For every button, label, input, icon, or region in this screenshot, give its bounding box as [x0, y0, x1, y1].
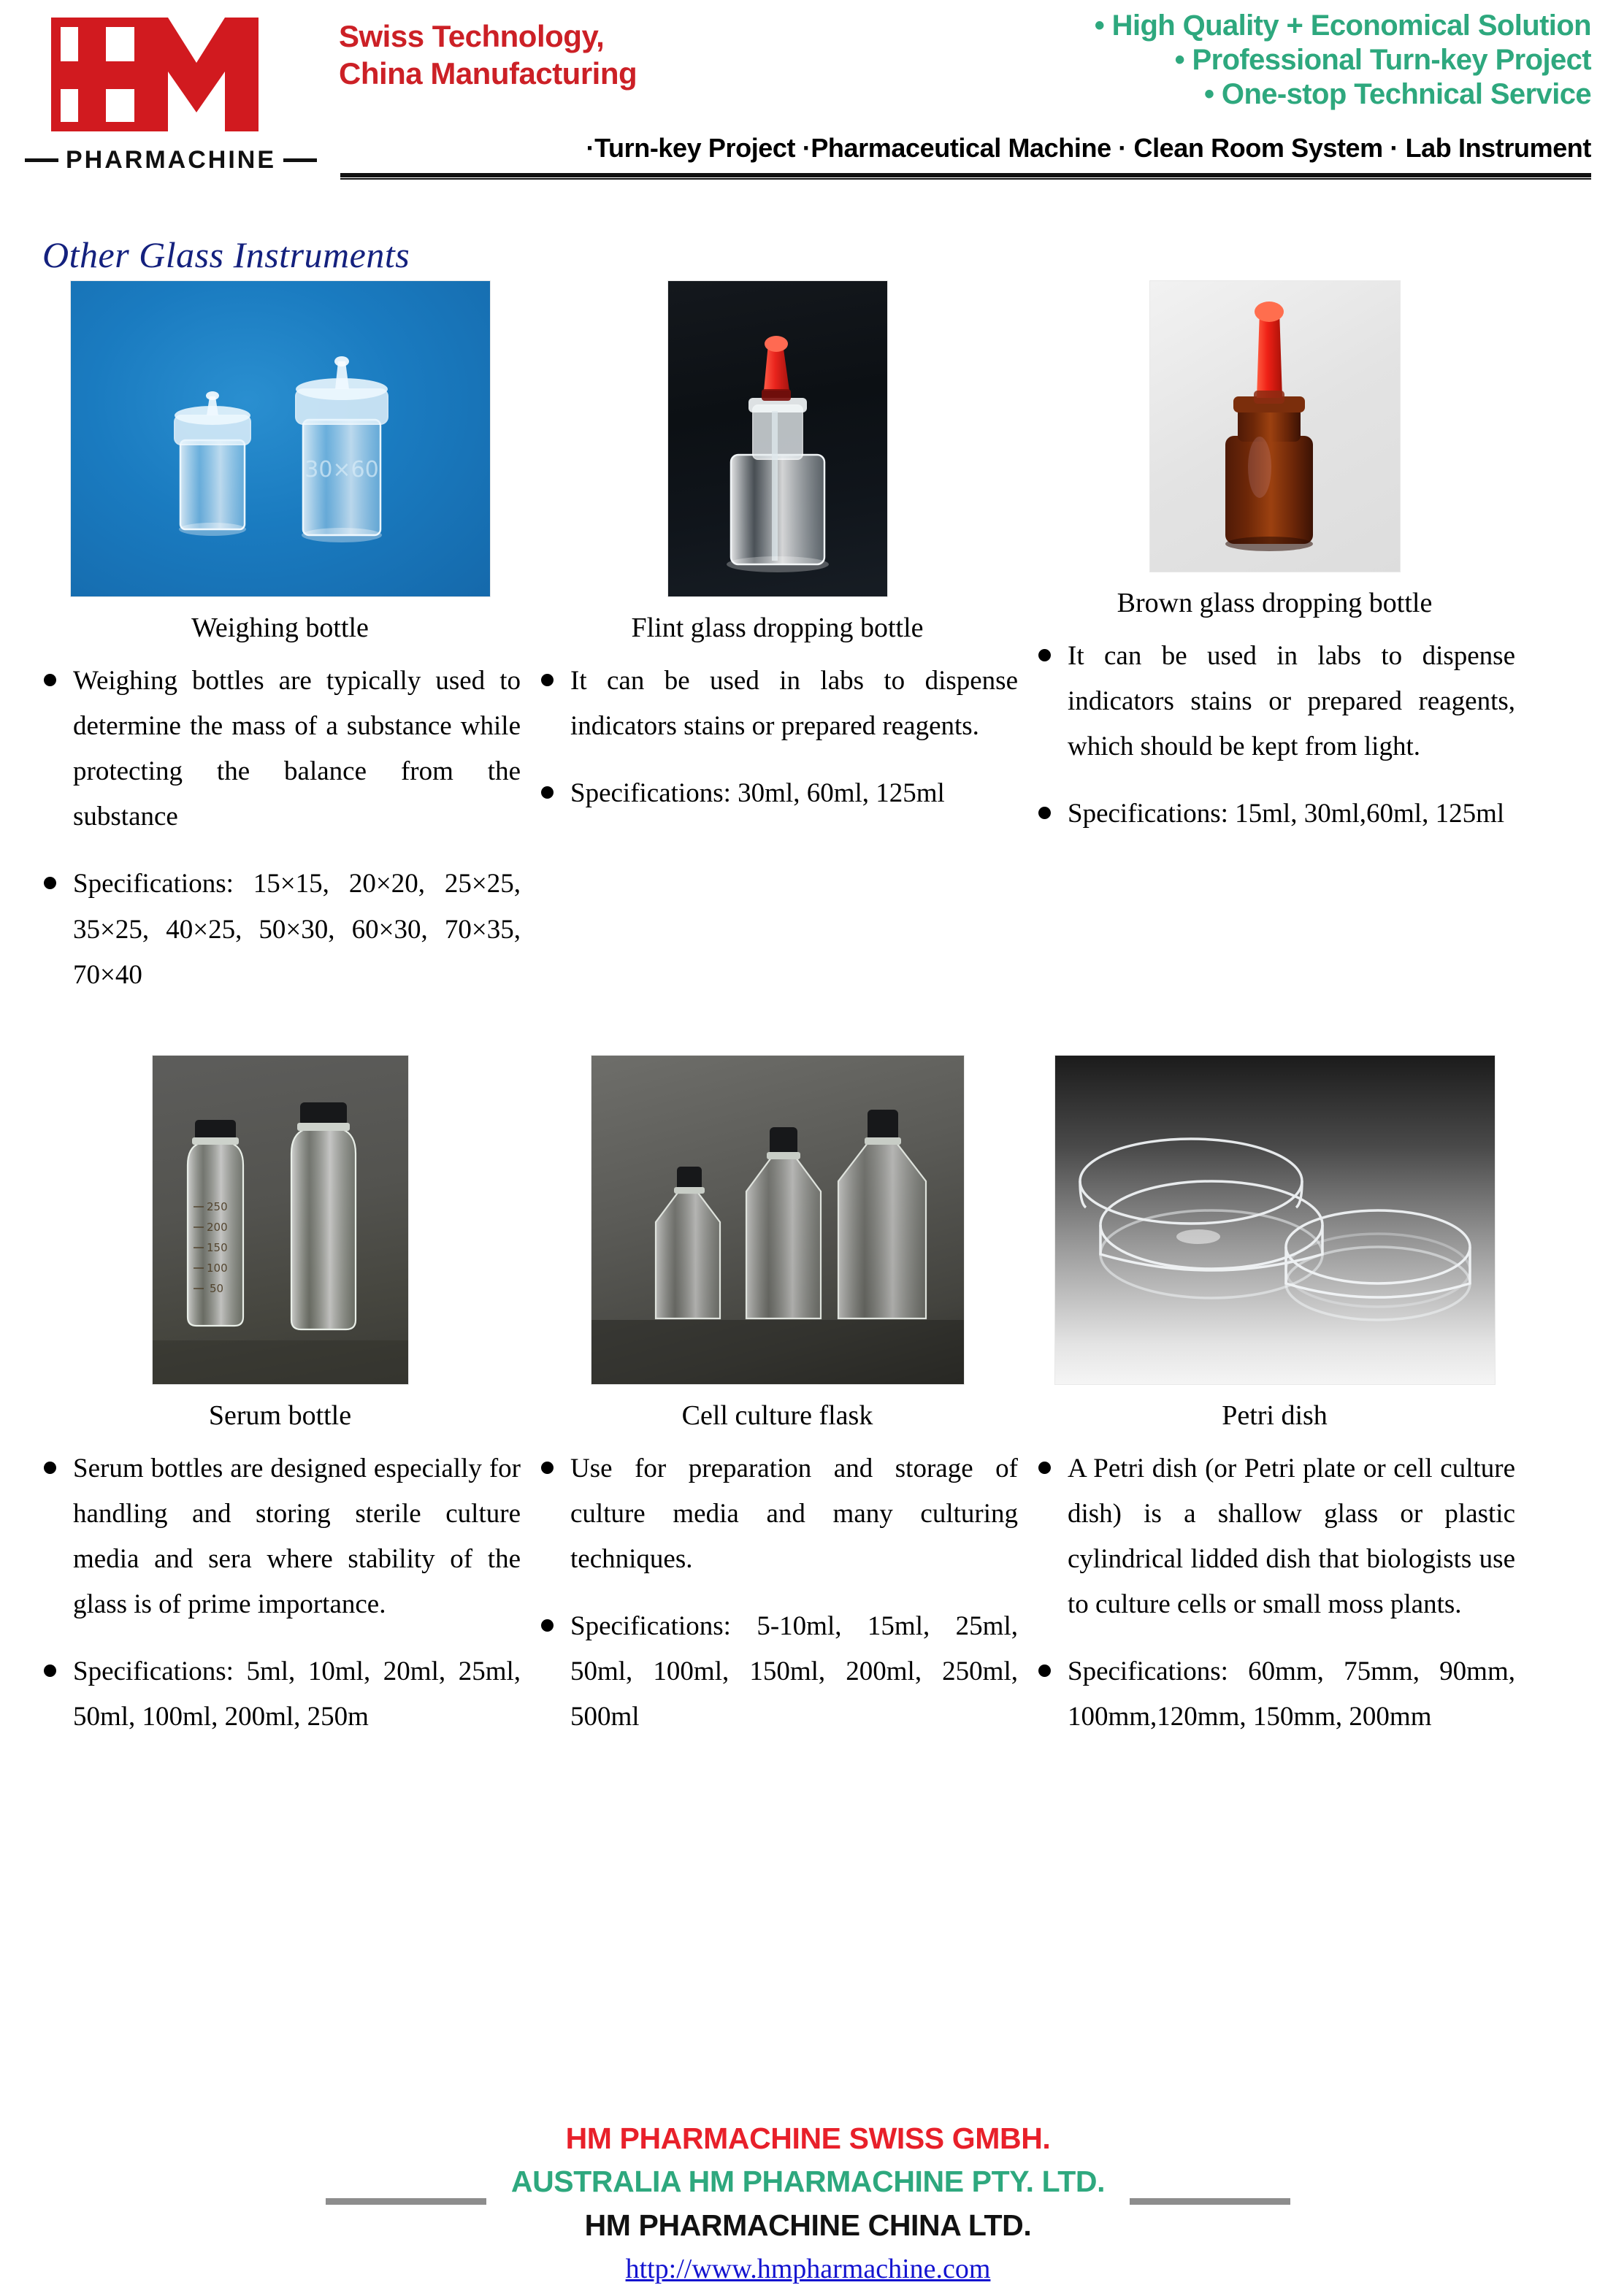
logo-dash-left: [25, 158, 58, 162]
product-bullets: [39, 1446, 521, 1740]
svg-text:30×60: 30×60: [304, 457, 379, 483]
footer-rule-right: [1130, 2198, 1290, 2205]
value-prop-1: • High Quality + Economical Solution: [1094, 9, 1591, 42]
product-grid: [0, 280, 1616, 1740]
svg-text:100: 100: [206, 1261, 228, 1275]
product-bullets: [39, 659, 521, 998]
product-bullets: [1034, 1446, 1515, 1740]
footer-rule-left: [326, 2198, 486, 2205]
footer-inner: [0, 2117, 1616, 2285]
value-prop-2: • Professional Turn-key Project: [1174, 44, 1591, 77]
logo-m-shape: [134, 18, 259, 131]
svg-text:150: 150: [206, 1240, 228, 1254]
list-item: Specifications: 60mm, 75mm, 90mm, 100mm,120mm, 150mm, 200mm: [1034, 1649, 1515, 1740]
footer-company-china: HM PHARMACHINE CHINA LTD.: [584, 2208, 1032, 2242]
petri-dish-photo: [1054, 1055, 1496, 1385]
product-photo-wrap: [1034, 280, 1515, 572]
product-card-brown-glass-dropping-bottle: [1029, 280, 1520, 998]
list-item: Specifications: 5ml, 10ml, 20ml, 25ml, 50ml, 100ml, 200ml, 250m: [39, 1649, 521, 1740]
product-caption: Petri dish: [1222, 1400, 1328, 1431]
footer-company-australia: AUSTRALIA HM PHARMACHINE PTY. LTD.: [510, 2165, 1106, 2199]
page-header: [0, 0, 1616, 188]
product-caption: Flint glass dropping bottle: [631, 613, 924, 643]
tagline-line-2: China Manufacturing: [339, 56, 637, 91]
brown-dropping-bottle-photo: [1149, 280, 1401, 572]
product-photo-wrap: [39, 280, 521, 597]
page-footer: [0, 2117, 1616, 2285]
services-line: ·Turn-key Project ·Pharmaceutical Machine · Clean Room System · Lab Instrument: [586, 133, 1591, 163]
logo-wordmark-text: PHARMACHINE: [66, 146, 276, 174]
list-item: It can be used in labs to dispense indicators stains or prepared reagents.: [537, 659, 1018, 749]
product-row-1: [0, 280, 1616, 998]
value-prop-3: • One-stop Technical Service: [1204, 78, 1591, 111]
page-title: Other Glass Instruments: [42, 234, 410, 275]
product-card-cell-culture-flask: [532, 1055, 1023, 1740]
product-card-flint-glass-dropping-bottle: [532, 280, 1023, 998]
footer-company-block: [511, 2117, 1105, 2285]
product-card-weighing-bottle: [34, 280, 526, 998]
list-item: Use for preparation and storage of culture media and many culturing techniques.: [537, 1446, 1018, 1582]
logo-wordmark: [25, 146, 317, 174]
list-item: Weighing bottles are typically used to determine the mass of a substance while protecting the balance from the substance: [39, 659, 521, 840]
footer-website-link[interactable]: http://www.hmpharmachine.com: [625, 2254, 991, 2285]
svg-text:200: 200: [206, 1220, 228, 1234]
product-caption: Serum bottle: [208, 1400, 352, 1431]
product-bullets: [537, 659, 1018, 816]
product-photo-wrap: [1034, 1055, 1515, 1385]
cell-culture-flask-photo: [591, 1055, 965, 1385]
list-item: A Petri dish (or Petri plate or cell culture dish) is a shallow glass or plastic cylindrical lidded dish that biologists use to culture cells or small moss plants.: [1034, 1446, 1515, 1628]
list-item: Specifications: 15×15, 20×20, 25×25, 35×25, 40×25, 50×30, 60×30, 70×35, 70×40: [39, 861, 521, 997]
product-caption: Weighing bottle: [191, 613, 369, 643]
weighing-bottle-photo: [70, 280, 491, 597]
list-item: Specifications: 15ml, 30ml,60ml, 125ml: [1034, 791, 1515, 837]
value-proposition-list: [748, 0, 1591, 112]
brand-tagline: [339, 0, 748, 92]
product-card-petri-dish: [1029, 1055, 1520, 1740]
header-divider: [340, 173, 1591, 180]
product-caption: Cell culture flask: [681, 1400, 873, 1431]
svg-text:250: 250: [206, 1199, 228, 1213]
tagline-line-1: Swiss Technology,: [339, 19, 605, 53]
svg-text:50: 50: [209, 1281, 223, 1295]
product-card-serum-bottle: [34, 1055, 526, 1740]
brand-logo: [25, 0, 339, 174]
list-item: Serum bottles are designed especially for handling and storing sterile culture media and sera where stability of the glass is of prime importance.: [39, 1446, 521, 1628]
product-caption: Brown glass dropping bottle: [1117, 588, 1433, 618]
list-item: It can be used in labs to dispense indicators stains or prepared reagents, which should be kept from light.: [1034, 634, 1515, 769]
product-row-2: [0, 1055, 1616, 1740]
logo-dash-right: [283, 158, 317, 162]
hm-monogram-icon: [25, 10, 288, 143]
list-item: Specifications: 5-10ml, 15ml, 25ml, 50ml, 100ml, 150ml, 200ml, 250ml, 500ml: [537, 1604, 1018, 1740]
product-photo-wrap: [537, 1055, 1018, 1385]
product-photo-wrap: [537, 280, 1018, 597]
list-item: Specifications: 30ml, 60ml, 125ml: [537, 771, 1018, 816]
serum-bottle-photo: [152, 1055, 409, 1385]
product-bullets: [1034, 634, 1515, 837]
product-photo-wrap: [39, 1055, 521, 1385]
product-bullets: [537, 1446, 1018, 1740]
flint-dropping-bottle-photo: [667, 280, 888, 597]
footer-company-swiss: HM PHARMACHINE SWISS GMBH.: [565, 2122, 1051, 2155]
